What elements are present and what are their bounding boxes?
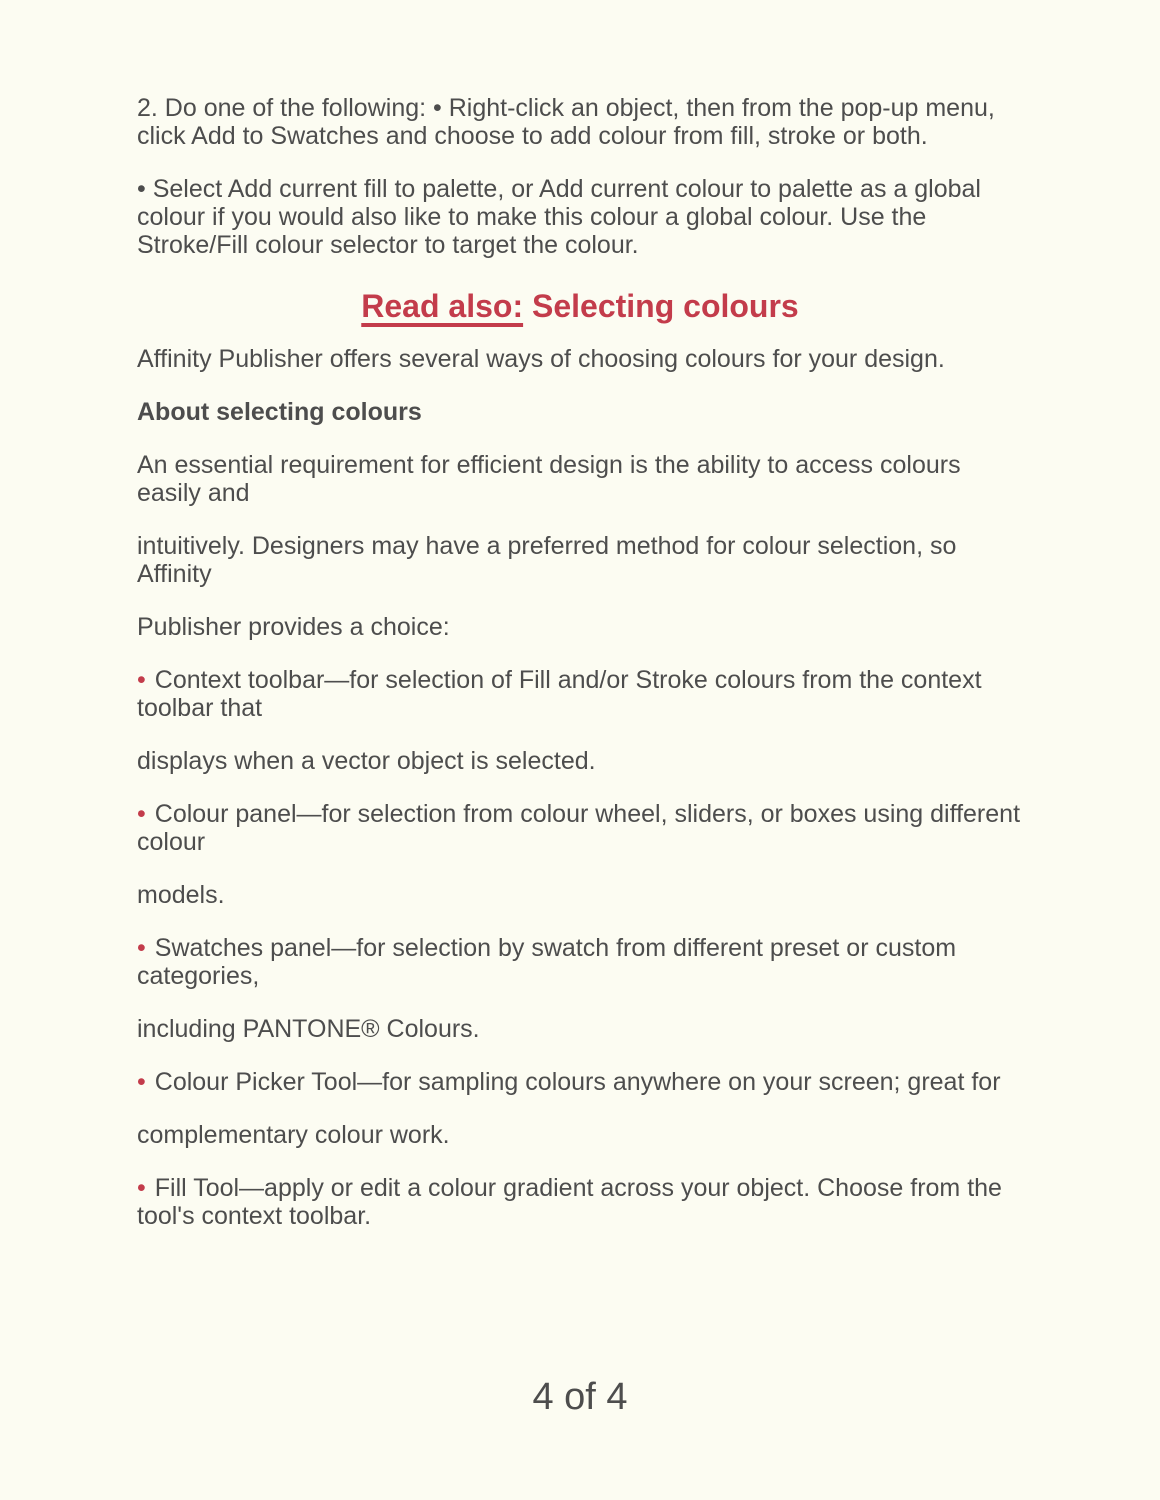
bullet-text: Colour Picker Tool—for sampling colours anywhere on your screen; great for <box>154 1068 1001 1096</box>
bullet-item-swatches-panel <box>137 934 1023 990</box>
bullet-item-context-toolbar <box>137 666 1023 722</box>
step-instruction-paragraph: 2. Do one of the following: • Right-click an object, then from the pop-up menu, click Add to Swatches and choose to add colour from fill, stroke or both. <box>137 94 995 150</box>
intuitively-paragraph: intuitively. Designers may have a preferred method for colour selection, so Affinity <box>137 532 957 588</box>
bullet-icon: • <box>137 934 146 962</box>
bullet-text: Context toolbar—for selection of Fill and/or Stroke colours from the context toolbar that <box>137 666 982 722</box>
bullet-icon: • <box>137 666 146 694</box>
bullet-item-colour-picker <box>137 1068 1023 1096</box>
choice-paragraph: Publisher provides a choice: <box>137 613 450 641</box>
bullet-item-fill-tool <box>137 1174 1023 1230</box>
document-content <box>137 94 1023 1255</box>
bullet-text: Colour panel—for selection from colour wheel, sliders, or boxes using different colour <box>137 800 1021 856</box>
complementary-paragraph: complementary colour work. <box>137 1121 450 1149</box>
pantone-paragraph: including PANTONE® Colours. <box>137 1015 480 1043</box>
displays-paragraph: displays when a vector object is selected. <box>137 747 596 775</box>
read-also-heading <box>137 284 1023 328</box>
models-paragraph: models. <box>137 881 225 909</box>
bullet-text: Fill Tool—apply or edit a colour gradient across your object. Choose from the tool's context toolbar. <box>137 1174 1002 1230</box>
bullet-item-colour-panel <box>137 800 1023 856</box>
intro-paragraph: Affinity Publisher offers several ways of choosing colours for your design. <box>137 345 945 373</box>
heading-topic-title: Selecting colours <box>523 288 799 324</box>
select-note-paragraph: • Select Add current fill to palette, or Add current colour to palette as a global colour if you would also like to make this colour a global colour. Use the Stroke/Fill colour selector to target the colour. <box>137 175 981 259</box>
about-subheading: About selecting colours <box>137 398 422 426</box>
read-also-link[interactable]: Read also: <box>361 288 524 324</box>
bullet-icon: • <box>137 1174 146 1202</box>
bullet-icon: • <box>137 1068 146 1096</box>
essential-paragraph: An essential requirement for efficient design is the ability to access colours easily and <box>137 451 961 507</box>
page-indicator: 4 of 4 <box>532 1376 628 1418</box>
bullet-text: Swatches panel—for selection by swatch from different preset or custom categories, <box>137 934 957 990</box>
bullet-icon: • <box>137 800 146 828</box>
